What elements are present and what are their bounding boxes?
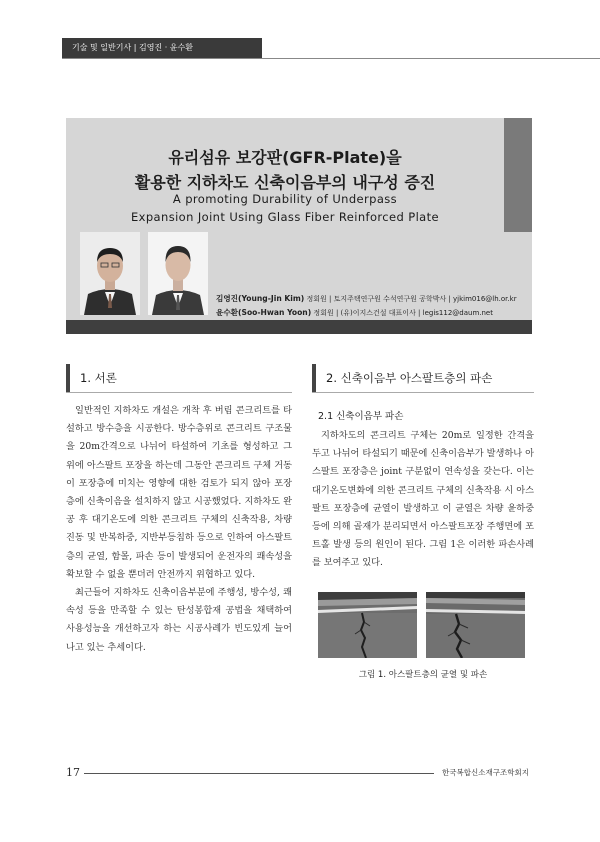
figure-photo-crack-1 [318,592,417,658]
author-photo-yoon [148,232,208,315]
running-head: 기술 및 일반기사 | 김영진 · 윤수환 [72,43,193,52]
section-rule [312,392,534,393]
author-name: 김영진(Young-Jin Kim) [216,294,305,303]
korean-title-line-1: 유리섬유 보강판(GFR-Plate)을 [168,148,402,167]
author-affiliation: 정회원 | 토지주택연구원 수석연구원 공학박사 | yjkim016@lh.or.kr [304,295,517,303]
running-head-rule [62,58,600,59]
section-heading-introduction: 1. 서론 [80,371,117,385]
figure-caption: 그림 1. 아스팔트층의 균열 및 파손 [358,670,488,680]
running-head-tab [62,38,262,58]
page-number: 17 [66,766,80,779]
author-photo-kim [80,232,140,315]
english-title-line-2: Expansion Joint Using Glass Fiber Reinforced Plate [130,210,440,224]
journal-name: 한국복합신소재구조학회지 [442,768,529,777]
section-rule [66,392,292,393]
running-head-band [0,0,600,66]
footer-rule [84,773,434,774]
title-block-bottom-bar [66,320,532,334]
author-line-kim [216,293,517,304]
korean-title-line-2: 활용한 지하차도 신축이음부의 내구성 증진 [134,173,436,192]
section-marker [66,364,70,392]
title-block-accent [504,118,532,232]
introduction-body [66,402,292,657]
section-heading-damage: 2. 신축이음부 아스팔트층의 파손 [326,371,493,385]
subsection-heading: 2.1 신축이음부 파손 [318,411,404,422]
author-line-yoon [216,307,493,318]
english-title-line-1: A promoting Durability of Underpass [172,192,398,206]
section-marker [312,364,316,392]
korean-title [66,145,504,195]
author-affiliation: 정회원 | (유)이지스건설 대표이사 | legis112@daum.net [311,309,493,317]
author-name: 윤수환(Soo-Hwan Yoon) [216,308,312,317]
damage-body [312,427,534,573]
figure-photo-crack-2 [426,592,525,658]
paragraph: 지하차도의 콘크리트 구체는 20m로 일정한 간격을 두고 나뉘어 타설되기 때문에 신축이음부가 발생하나 아스팔트 포장층은 joint 구분없이 연속성을 갖는다. 이는 대기온도변화에 의한 콘크리트 구체의 신축작용 시 아스팔트 포장층에 균열이 발생하고 이 균열은 차량 윤하중 등에 의해 골재가 분리되면서 아스팔트포장 주행면에 포트홀 발생 등의 원인이 된다. 그림 1은 이러한 파손사례를 보여주고 있다. [312,430,534,569]
english-title [66,190,504,226]
paragraph: 일반적인 지하차도 개설은 개착 후 버림 콘크리트를 타설하고 방수층을 시공한다. 방수층위로 콘크리트 구조물을 20m간격으로 나뉘어 타설하여 기초를 형성하고 그 위에 아스팔트 포장을 하는데 그동안 콘크리트 구체 거동이 포장층에 미치는 영향에 대한 검토가 되지 않아 포장층에 신축이음을 설치하지 않고 시공했었다. 지하차도 완공 후 대기온도에 의한 콘크리트 구체의 신축작용, 차량진동 및 반복하중, 지반부등침하 등으로 인하여 아스팔트층의 균열, 함몰, 파손 등이 발생되어 운전자의 쾌속성을 확보할 수 없을 뿐더러 안전까지 위협하고 있다. [66,405,292,580]
paragraph: 최근들어 지하차도 신축이음부분에 주행성, 방수성, 쾌속성 등을 만족할 수 있는 탄성봉합재 공법을 채택하여 사용성능을 개선하고자 하는 시공사례가 빈도있게 늘어나고 있는 추세이다. [66,587,292,653]
